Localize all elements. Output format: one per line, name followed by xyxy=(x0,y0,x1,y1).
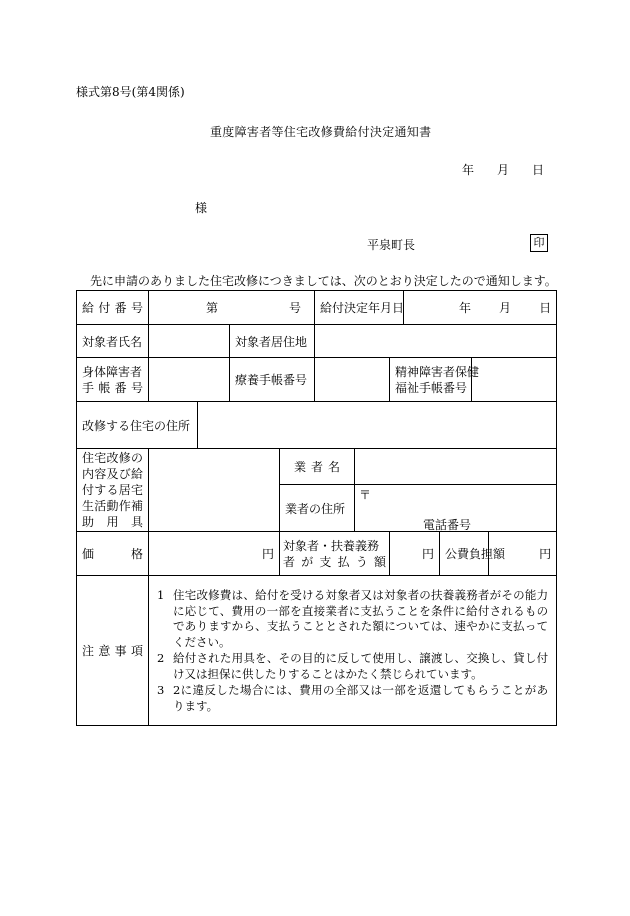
physical-cert-label: 身体障害者 手帳番号 xyxy=(77,358,149,402)
price-cell[interactable] xyxy=(149,532,280,576)
decision-form-table xyxy=(76,290,557,726)
payment-number-cell[interactable] xyxy=(149,291,315,325)
physical-cert-number-cell[interactable] xyxy=(149,358,230,402)
contractor-address-cell[interactable] xyxy=(355,485,557,532)
note-text: 給付された用具を、その目的に反して使用し、譲渡し、交換し、貸し付け又は担保に供したりすることはかたく禁じられています。 xyxy=(173,651,549,681)
ryoiku-cert-number-cell[interactable] xyxy=(315,358,390,402)
payment-number-label: 給付番号 xyxy=(77,291,149,325)
mental-cert-number-cell[interactable] xyxy=(472,358,557,402)
subject-address-cell[interactable] xyxy=(315,325,557,358)
notes-label: 注意事項 xyxy=(77,576,149,726)
note-text: 2に違反した場合には、費用の全部又は一部を返還してもらうことがあります。 xyxy=(173,683,549,713)
payer-yen: 円 xyxy=(422,547,435,561)
contractor-name-label: 業者名 xyxy=(280,449,355,485)
note-text: 住宅改修費は、給付を受ける対象者又は対象者の扶養義務者がその能力に応じて、費用の一部を直接業者に支払うことを条件に給付されるものでありますから、支払うこととされた額については、速やかに支払ってください。 xyxy=(173,588,549,649)
renovation-address-label: 改修する住宅の住所 xyxy=(77,402,198,449)
row-amounts xyxy=(77,532,557,576)
note-number: 1 xyxy=(157,588,165,602)
row-payment-number xyxy=(77,291,557,325)
addressee-suffix: 様 xyxy=(195,201,208,215)
mental-cert-label: 精神障害者保健 福祉手帳番号 xyxy=(390,358,472,402)
note-item xyxy=(157,588,548,650)
contractor-name-cell[interactable] xyxy=(355,449,557,485)
form-number: 様式第8号(第4関係) xyxy=(76,85,185,99)
decision-day-label: 日 xyxy=(539,301,552,315)
public-burden-label: 公費負担額 xyxy=(440,532,489,576)
decision-month-label: 月 xyxy=(499,301,512,315)
subject-name-cell[interactable] xyxy=(149,325,230,358)
date-day-label: 日 xyxy=(532,163,545,177)
note-number: 2 xyxy=(157,651,165,665)
note-item xyxy=(157,683,548,714)
date-month-label: 月 xyxy=(497,163,510,177)
row-contractor-name xyxy=(77,449,557,485)
note-number: 3 xyxy=(157,683,165,697)
subject-address-label: 対象者居住地 xyxy=(230,325,315,358)
note-item xyxy=(157,651,548,682)
payer-amount-label: 対象者・扶養義務 者が支払う額 xyxy=(280,532,390,576)
decision-date-label: 給付決定年月日 xyxy=(315,291,404,325)
seal-mark: 印 xyxy=(530,234,548,252)
issuer-name: 平泉町長 xyxy=(367,238,416,252)
date-year-label: 年 xyxy=(462,163,475,177)
subject-name-label: 対象者氏名 xyxy=(77,325,149,358)
intro-text: 先に申請のありました住宅改修につきましては、次のとおり決定したので通知します。 xyxy=(90,274,557,288)
decision-year-label: 年 xyxy=(459,301,472,315)
row-subject xyxy=(77,325,557,358)
price-label: 価格 xyxy=(77,532,149,576)
postal-mark: 〒 xyxy=(359,488,372,502)
row-notes xyxy=(77,576,557,726)
phone-label: 電話番号 xyxy=(423,518,472,532)
ryoiku-cert-label: 療養手帳番号 xyxy=(230,358,315,402)
row-renovation-address xyxy=(77,402,557,449)
row-certificates xyxy=(77,358,557,402)
payment-number-suffix: 号 xyxy=(289,301,302,315)
public-yen: 円 xyxy=(539,547,552,561)
decision-date-cell[interactable] xyxy=(404,291,557,325)
renovation-content-cell[interactable] xyxy=(149,449,280,532)
renovation-address-cell[interactable] xyxy=(198,402,557,449)
notes-cell xyxy=(149,576,557,726)
payment-number-prefix: 第 xyxy=(206,301,219,315)
renovation-content-label: 住宅改修の 内容及び給 付する居宅 生活動作補 助用具 xyxy=(77,449,149,532)
contractor-address-label: 業者の住所 xyxy=(280,485,355,532)
document-title: 重度障害者等住宅改修費給付決定通知書 xyxy=(210,125,432,139)
payer-amount-cell[interactable] xyxy=(390,532,440,576)
price-yen: 円 xyxy=(261,547,274,561)
